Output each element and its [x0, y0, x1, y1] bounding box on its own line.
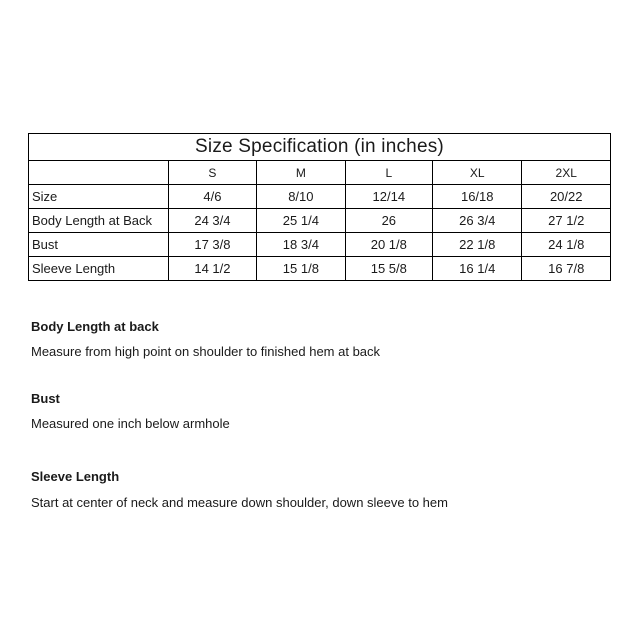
table-cell: 18 3/4	[257, 233, 345, 257]
header-size-2xl: 2XL	[522, 161, 611, 185]
table-cell: 27 1/2	[522, 209, 611, 233]
table-cell: 16 1/4	[433, 257, 522, 281]
row-label: Sleeve Length	[29, 257, 169, 281]
table-cell: 4/6	[168, 185, 256, 209]
row-label: Size	[29, 185, 169, 209]
size-specification-table	[28, 133, 611, 281]
note-heading-sleeve-length: Sleeve Length	[31, 469, 120, 484]
note-heading-body-length: Body Length at back	[31, 319, 159, 334]
table-cell: 8/10	[257, 185, 345, 209]
table-cell: 24 1/8	[522, 233, 611, 257]
row-label: Bust	[29, 233, 169, 257]
table-title-row	[29, 134, 611, 161]
header-size-m: M	[257, 161, 345, 185]
table-cell: 25 1/4	[257, 209, 345, 233]
table-cell: 22 1/8	[433, 233, 522, 257]
header-size-s: S	[168, 161, 256, 185]
table-cell: 15 1/8	[257, 257, 345, 281]
table-cell: 12/14	[345, 185, 432, 209]
table-title: Size Specification (in inches)	[29, 134, 611, 161]
table-cell: 20/22	[522, 185, 611, 209]
table-cell: 16 7/8	[522, 257, 611, 281]
table-row-sleeve-length	[29, 257, 611, 281]
note-heading-bust: Bust	[31, 391, 60, 406]
size-header-row	[29, 161, 611, 185]
table-cell: 24 3/4	[168, 209, 256, 233]
table-cell: 17 3/8	[168, 233, 256, 257]
header-size-xl: XL	[433, 161, 522, 185]
table-cell: 15 5/8	[345, 257, 432, 281]
table-cell: 26 3/4	[433, 209, 522, 233]
table-cell: 26	[345, 209, 432, 233]
note-text-body-length: Measure from high point on shoulder to finished hem at back	[31, 344, 381, 359]
table-row-bust	[29, 233, 611, 257]
table-cell: 14 1/2	[168, 257, 256, 281]
header-empty-cell	[29, 161, 169, 185]
header-size-l: L	[345, 161, 432, 185]
note-text-sleeve-length: Start at center of neck and measure down shoulder, down sleeve to hem	[31, 495, 448, 510]
note-text-bust: Measured one inch below armhole	[31, 416, 230, 431]
table-cell: 16/18	[433, 185, 522, 209]
table-row-body-length	[29, 209, 611, 233]
row-label: Body Length at Back	[29, 209, 169, 233]
table-cell: 20 1/8	[345, 233, 432, 257]
table-row-size	[29, 185, 611, 209]
